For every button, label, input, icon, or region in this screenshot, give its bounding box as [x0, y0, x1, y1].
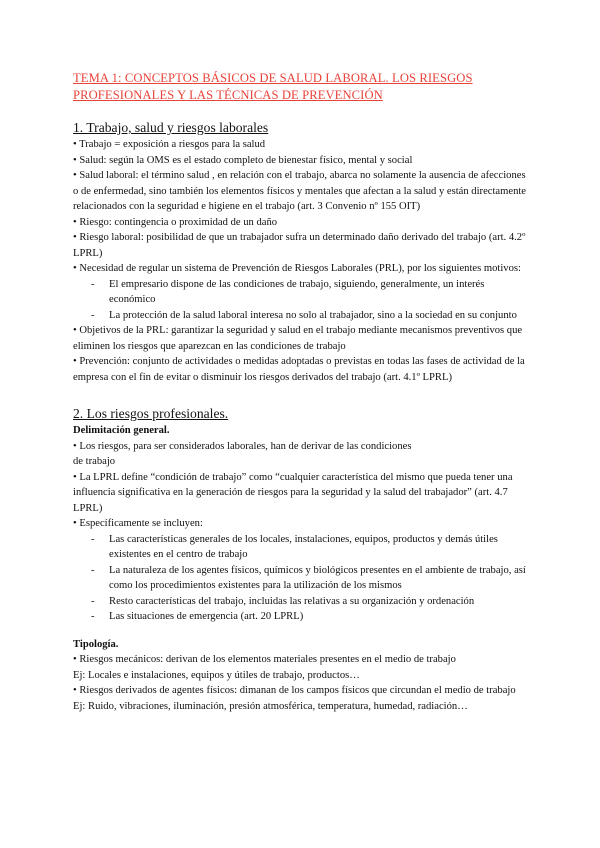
paragraph: • Riesgos derivados de agentes físicos: dimanan de los campos físicos que circundan el medio de trabajo	[73, 685, 516, 696]
paragraph: Ej: Ruido, vibraciones, iluminación, presión atmosférica, temperatura, humedad, radiación…	[73, 700, 468, 712]
list-item: - El empresario dispone de las condiciones de trabajo, siguiendo, generalmente, un interés económico	[91, 277, 533, 308]
section-1-heading: 1. Trabajo, salud y riesgos laborales	[73, 120, 269, 135]
list-item: - Las situaciones de emergencia (art. 20 LPRL)	[91, 609, 533, 625]
paragraph: • Salud: según la OMS es el estado completo de bienestar físico, mental y social	[73, 154, 413, 166]
list-item: - Las características generales de los locales, instalaciones, equipos, productos y demás útiles existentes en el centro de trabajo	[91, 532, 533, 563]
paragraph: • Prevención: conjunto de actividades o medidas adoptadas o previstas en todas las fases de actividad de la empresa con el fin de evitar o disminuir los riesgos derivados del trabajo (art. 4.1º LPRL)	[73, 356, 525, 383]
document-title: TEMA 1: CONCEPTOS BÁSICOS DE SALUD LABORAL. LOS RIESGOS PROFESIONALES Y LAS TÉCNICAS DE PREVENCIÓN	[73, 71, 473, 102]
paragraph: • Salud laboral: el término salud , en relación con el trabajo, abarca no solamente la ausencia de afecciones o de enfermedad, sino también los elementos físicos y mentales que afectan a la salud y están directamente relacionados con la seguridad e higiene en el trabajo (art. 3 Convenio nº 155 OIT)	[73, 170, 527, 212]
paragraph: • Objetivos de la PRL: garantizar la seguridad y salud en el trabajo mediante mecanismos preventivos que eliminen los riesgos que aparezcan en las condiciones de trabajo	[73, 325, 523, 352]
document-page	[73, 70, 533, 714]
list-item: - Resto características del trabajo, incluidas las relativas a su organización y ordenación	[91, 594, 533, 610]
subheading-tipologia: Tipología.	[73, 638, 119, 650]
list-item: - La naturaleza de los agentes físicos, químicos y biológicos presentes en el ambiente de trabajo, así como los procedimientos existentes para la utilización de los mismos	[91, 563, 533, 594]
included-list	[73, 532, 533, 625]
paragraph: • Necesidad de regular un sistema de Prevención de Riesgos Laborales (PRL), por los siguientes motivos:	[73, 263, 521, 274]
paragraph: Ej: Locales e instalaciones, equipos y útiles de trabajo, productos…	[73, 669, 360, 681]
paragraph: • La LPRL define “condición de trabajo” como “cualquier característica del mismo que pueda tener una influencia significativa en la generación de riesgos para la seguridad y la salud del trabajador” (art. 4.7 LPRL)	[73, 471, 513, 514]
paragraph: • Los riesgos, para ser considerados laborales, han de derivar de las condiciones	[73, 440, 412, 452]
paragraph: de trabajo	[73, 456, 116, 467]
subheading-delimitacion: Delimitación general.	[73, 425, 170, 436]
paragraph: • Trabajo = exposición a riesgos para la salud	[73, 139, 266, 150]
paragraph: • Específicamente se incluyen:	[73, 518, 203, 529]
paragraph: • Riesgo laboral: posibilidad de que un trabajador sufra un determinado daño derivado del trabajo (art. 4.2º LPRL)	[73, 232, 526, 259]
paragraph: • Riesgo: contingencia o proximidad de un daño	[73, 216, 278, 228]
paragraph: • Riesgos mecánicos: derivan de los elementos materiales presentes en el medio de trabajo	[73, 654, 456, 665]
list-item: - La protección de la salud laboral interesa no solo al trabajador, sino a la sociedad en su conjunto	[91, 308, 533, 324]
section-2-heading: 2. Los riesgos profesionales.	[73, 406, 229, 421]
motives-list	[73, 277, 533, 324]
